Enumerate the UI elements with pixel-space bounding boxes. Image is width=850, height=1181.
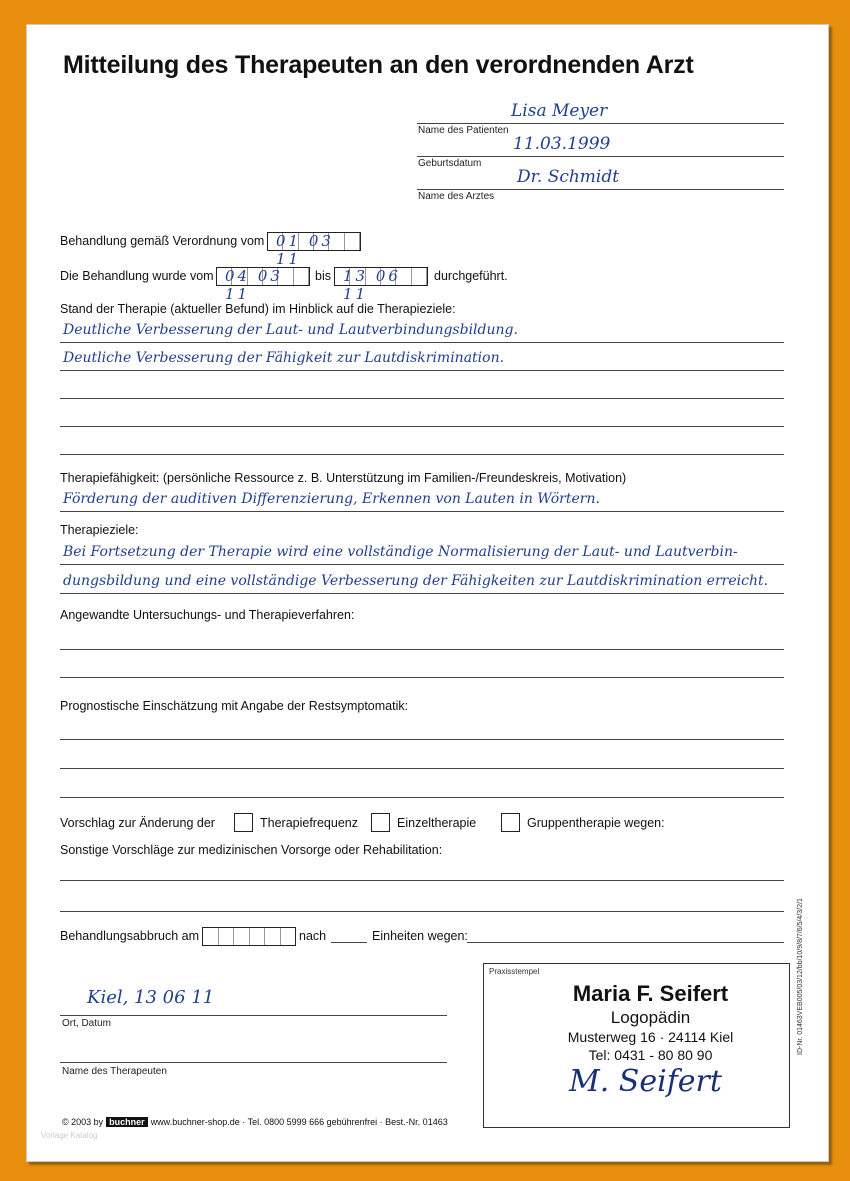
rule — [60, 398, 784, 399]
rule — [60, 739, 784, 740]
treatment-from-label: Die Behandlung wurde vom — [60, 269, 214, 283]
rule — [60, 649, 784, 650]
proposal-label: Vorschlag zur Änderung der — [60, 816, 215, 830]
doctor-name-label: Name des Arztes — [418, 191, 495, 202]
single-therapy-label: Einzeltherapie — [397, 816, 477, 830]
publisher-logo: buchner — [106, 1117, 148, 1127]
prognosis-label: Prognostische Einschätzung mit Angabe der Restsymptomatik: — [60, 699, 409, 713]
treatment-from-value: 04 03 11 — [225, 267, 283, 303]
birth-date-line — [417, 156, 784, 157]
prescription-date-field[interactable] — [267, 232, 361, 268]
rule — [60, 768, 784, 769]
therapy-frequency-checkbox[interactable] — [234, 813, 253, 832]
termination-after-label: nach — [299, 929, 327, 943]
doctor-name-value: Dr. Schmidt — [517, 167, 620, 187]
rule — [60, 454, 784, 455]
rule — [60, 426, 784, 427]
footer-info: www.buchner-shop.de · Tel. 0800 5999 666 gebührenfrei · Best.-Nr. 01463 — [150, 1117, 448, 1127]
footer-copyright: © 2003 by — [62, 1117, 104, 1127]
units-line[interactable] — [331, 942, 367, 943]
birth-date-value: 11.03.1999 — [513, 134, 611, 154]
doctor-name-line — [417, 189, 784, 190]
side-code: ID-Nr. 01463VEB005/03/12/bb/10/9/8/7/6/5/4/3/2/1 — [797, 898, 804, 1055]
treatment-end-label: durchgeführt. — [434, 269, 508, 283]
patient-name-line — [417, 123, 784, 124]
status-label: Stand der Therapie (aktueller Befund) im Hinblick auf die Therapieziele: — [60, 302, 456, 316]
birth-date-label: Geburtsdatum — [418, 158, 482, 169]
treatment-from-field[interactable] — [216, 267, 310, 303]
stamp-address: Musterweg 16 · 24114 Kiel — [567, 1029, 734, 1045]
form-sheet — [26, 24, 829, 1162]
therapist-line — [60, 1062, 447, 1063]
goals-line-2: dungsbildung und eine vollständige Verbesserung der Fähigkeiten zur Lautdiskrimination erreicht. — [63, 573, 769, 589]
capability-label: Therapiefähigkeit: (persönliche Ressource z. B. Unterstützung im Familien-/Freundeskreis, Motivation) — [60, 471, 627, 485]
goals-line-1: Bei Fortsetzung der Therapie wird eine vollständige Normalisierung der Laut- und Lautverbin- — [63, 544, 738, 560]
practice-stamp-box — [483, 963, 790, 1128]
termination-units-label: Einheiten wegen: — [372, 929, 468, 943]
goals-label: Therapieziele: — [60, 523, 139, 537]
termination-label: Behandlungsabbruch am — [60, 929, 199, 943]
form-title: Mitteilung des Therapeuten an den verordnenden Arzt — [63, 51, 694, 79]
therapy-frequency-label: Therapiefrequenz — [260, 816, 358, 830]
capability-text: Förderung der auditiven Differenzierung, Erkennen von Lauten in Wörtern. — [63, 491, 600, 507]
rule — [60, 564, 784, 565]
treatment-to-label: bis — [315, 269, 331, 283]
treatment-to-value: 13 06 11 — [343, 267, 401, 303]
stamp-name: Maria F. Seifert — [572, 981, 729, 1006]
stamp-phone: Tel: 0431 - 80 80 90 — [588, 1047, 713, 1063]
rule — [60, 370, 784, 371]
status-line-2: Deutliche Verbesserung der Fähigkeit zur Lautdiskrimination. — [63, 350, 505, 366]
rule — [60, 911, 784, 912]
patient-name-label: Name des Patienten — [418, 125, 509, 136]
group-therapy-checkbox[interactable] — [501, 813, 520, 832]
termination-date-field[interactable] — [202, 927, 296, 946]
patient-name-value: Lisa Meyer — [511, 101, 608, 121]
methods-label: Angewandte Untersuchungs- und Therapieverfahren: — [60, 608, 355, 622]
group-therapy-label: Gruppentherapie wegen: — [527, 816, 665, 830]
watermark: Vorlage Katalog — [41, 1131, 98, 1140]
stamp-label: Praxisstempel — [489, 967, 540, 976]
rule — [60, 880, 784, 881]
rule — [60, 511, 784, 512]
prescription-date-value: 01 03 11 — [276, 232, 334, 268]
stamp-role: Logopädin — [610, 1008, 691, 1027]
place-date-value: Kiel, 13 06 11 — [87, 987, 215, 1008]
footer — [62, 1117, 448, 1127]
place-date-line — [60, 1015, 447, 1016]
therapist-label: Name des Therapeuten — [62, 1066, 167, 1077]
rule — [60, 342, 784, 343]
place-date-label: Ort, Datum — [62, 1018, 111, 1029]
other-label: Sonstige Vorschläge zur medizinischen Vorsorge oder Rehabilitation: — [60, 843, 443, 857]
rule — [60, 593, 784, 594]
treatment-to-field[interactable] — [334, 267, 428, 303]
status-line-1: Deutliche Verbesserung der Laut- und Lautverbindungsbildung. — [63, 322, 518, 338]
rule — [60, 797, 784, 798]
signature: M. Seifert — [569, 1064, 722, 1099]
reason-line[interactable] — [467, 942, 784, 943]
rule — [60, 677, 784, 678]
single-therapy-checkbox[interactable] — [371, 813, 390, 832]
prescription-label: Behandlung gemäß Verordnung vom — [60, 234, 265, 248]
